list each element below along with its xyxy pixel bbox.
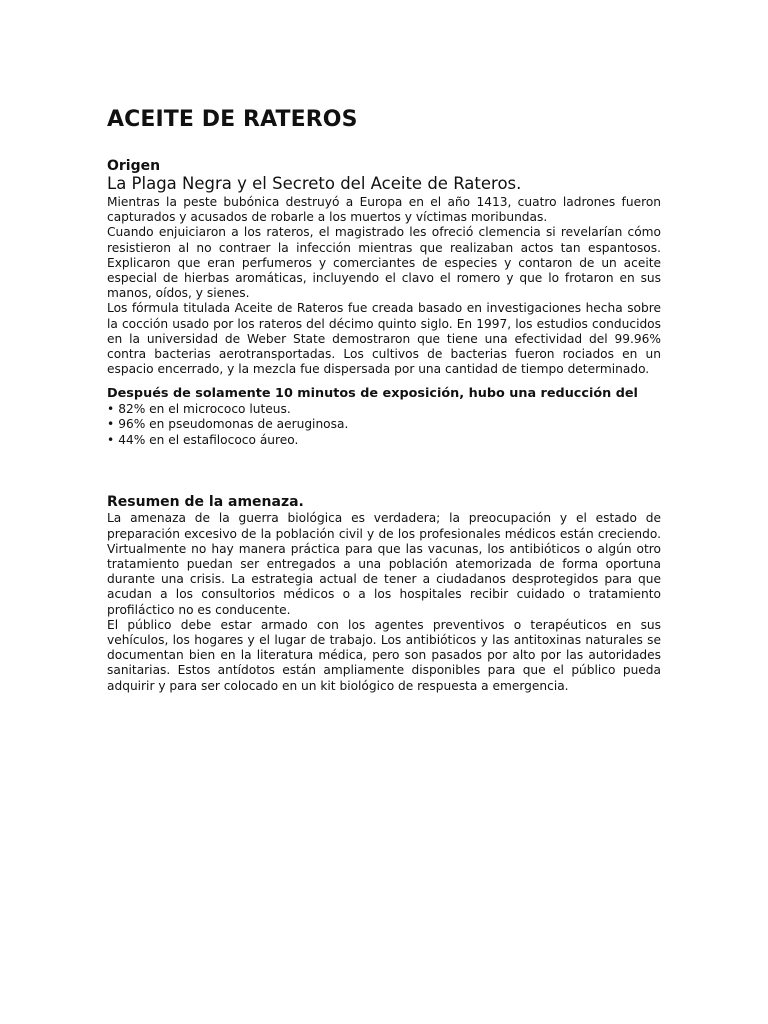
results-section [107,386,661,448]
document-title: ACEITE DE RATEROS [107,107,358,132]
threat-heading: Resumen de la amenaza. [107,494,304,511]
threat-paragraph-1: La amenaza de la guerra biológica es verdadera; la preocupación y el estado de preparación excesivo de la población civil y de los profesionales médicos están creciendo. Virtualmente no hay manera práctica para que las vacunas, los antibióticos o algún otro tratamiento puedan ser entregados a una población atemorizada de forma oportuna durante una crisis. La estrategia actual de tener a ciudadanos desprotegidos para que acudan a los consultorios médicos o a los hospitales recibir cuidado o tratamiento profiláctico no es conducente. [107,511,661,617]
origin-paragraph-2: Cuando enjuiciaron a los rateros, el magistrado les ofreció clemencia si revelarían cómo resistieron al no contraer la infección mientras que realizaban actos tan espantosos. Explicaron que eran perfumeros y comerciantes de especies y contaron de un aceite especial de hierbas aromáticas, incluyendo el clavo el romero y que lo frotaron en sus manos, oídos, y sienes. [107,225,661,301]
list-item-text: 82% en el micrococo luteus. [118,401,291,416]
threat-section [107,494,661,693]
origin-subtitle: La Plaga Negra y el Secreto del Aceite de Rateros. [107,174,522,193]
list-item [107,417,661,433]
bullet-icon: • [107,401,115,416]
list-item-text: 96% en pseudomonas de aeruginosa. [118,417,349,432]
origin-label: Origen [107,158,161,174]
bullet-icon: • [107,432,115,447]
origin-paragraph-3: Los fórmula titulada Aceite de Rateros fue creada basado en investigaciones hecha sobre la cocción usado por los rateros del décimo quinto siglo. En 1997, los estudios conducidos en la universidad de Weber State demostraron que tiene una efectividad del 99.96% contra bacterias aerotransportadas. Los cultivos de bacterias fueron rociados en un espacio encerrado, y la mezcla fue dispersada por una cantidad de tiempo determinado. [107,301,661,377]
list-item [107,402,661,418]
document-page [107,106,661,694]
threat-paragraph-2: El público debe estar armado con los agentes preventivos o terapéuticos en sus vehículos, los hogares y el lugar de trabajo. Los antibióticos y las antitoxinas naturales se documentan bien en la literatura médica, pero son pasados por alto por las autoridades sanitarias. Estos antídotos están ampliamente disponibles para que el público pueda adquirir y para ser colocado en un kit biológico de respuesta a emergencia. [107,617,661,693]
bullet-icon: • [107,417,115,432]
list-item [107,433,661,449]
results-list [107,402,661,449]
origin-section [107,158,661,377]
results-heading: Después de solamente 10 minutos de exposición, hubo una reducción del [107,386,638,402]
list-item-text: 44% en el estafilococo áureo. [118,432,299,447]
origin-paragraph-1: Mientras la peste bubónica destruyó a Europa en el año 1413, cuatro ladrones fueron capturados y acusados de robarle a los muertos y víctimas moribundas. [107,195,661,225]
